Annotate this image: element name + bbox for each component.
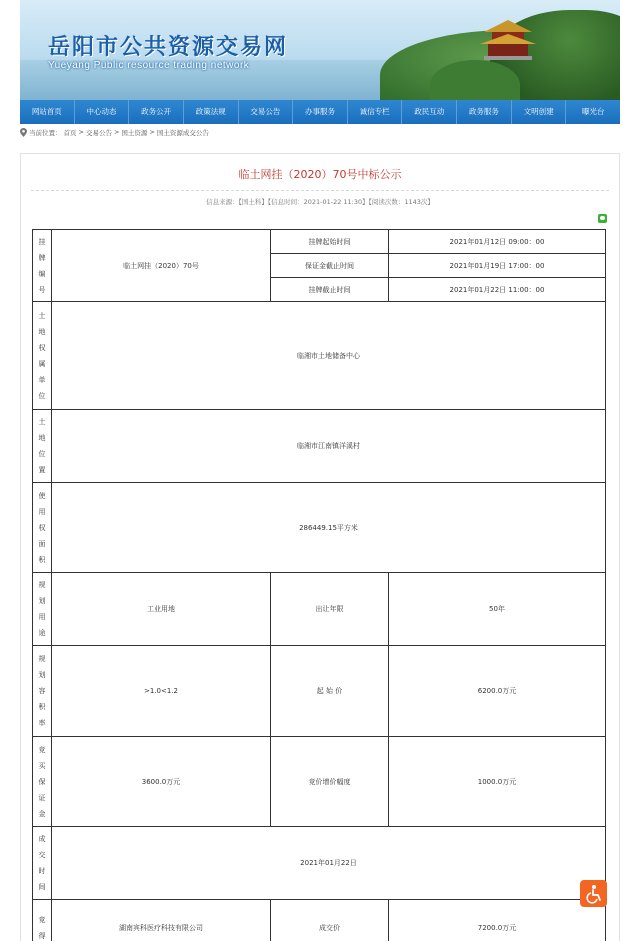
table-row (33, 302, 606, 410)
label-bid-deposit: 竞 买 保 证 金 (33, 737, 52, 827)
lease-term-label: 出让年限 (271, 573, 389, 646)
nav-item-exposure[interactable]: 曝光台 (581, 107, 605, 116)
start-price-label: 起 始 价 (271, 646, 389, 737)
nav-item-news[interactable]: 中心动态 (75, 100, 130, 124)
table-row (33, 646, 606, 737)
deal-price-value: 7200.0万元 (389, 900, 606, 941)
table-row (33, 573, 606, 646)
deposit-deadline-label: 保证金截止时间 (271, 254, 389, 278)
breadcrumb-home[interactable]: 首页 (63, 128, 77, 137)
site-title: 岳阳市公共资源交易网 (48, 35, 289, 60)
lease-term-value: 50年 (389, 573, 606, 646)
deal-time-value: 2021年01月22日 (52, 827, 606, 900)
increment-value: 1000.0万元 (389, 737, 606, 827)
breadcrumb-separator: > (78, 128, 84, 136)
accessibility-button[interactable] (580, 880, 607, 907)
table-row (33, 827, 606, 900)
bid-deposit-value: 3600.0万元 (52, 737, 271, 827)
site-subtitle: Yueyang Public resource trading network (48, 60, 250, 71)
nav-item-home[interactable]: 网站首页 (20, 100, 75, 124)
label-planned-use: 规 划 用 途 (33, 573, 52, 646)
wechat-share-icon[interactable] (598, 214, 607, 223)
label-deal-time: 成 交 时 间 (33, 827, 52, 900)
planned-use-value: 工业用地 (52, 573, 271, 646)
breadcrumb-announcements[interactable]: 交易公告 (85, 128, 112, 137)
label-land-owner: 土 地 权 属 单 位 (33, 302, 52, 410)
breadcrumb (20, 126, 209, 138)
label-winner: 竞 得 (33, 900, 52, 941)
label-use-area: 使 用 权 面 积 (33, 483, 52, 573)
breadcrumb-deal-announcements[interactable]: 国土资源成交公告 (156, 128, 209, 137)
deal-price-label: 成交价 (271, 900, 389, 941)
land-owner-value: 临湘市土地储备中心 (52, 302, 606, 410)
nav-item-announcements[interactable]: 交易公告 (239, 100, 294, 124)
nav-item-services[interactable]: 办事服务 (293, 100, 348, 124)
nav-item-credit[interactable]: 诚信专栏 (348, 100, 403, 124)
listing-end-value: 2021年01月22日 11:00：00 (389, 278, 606, 302)
breadcrumb-separator: > (113, 128, 120, 136)
breadcrumb-separator: > (149, 128, 155, 136)
plot-ratio-value: >1.0<1.2 (52, 646, 271, 737)
nav-item-civilization[interactable]: 文明创建 (512, 100, 567, 124)
label-listing-number: 挂 牌 编 号 (33, 230, 52, 302)
breadcrumb-prefix: 当前位置： (29, 128, 62, 137)
use-area-value: 286449.15平方米 (52, 483, 606, 573)
table-row (33, 483, 606, 573)
main-nav (20, 100, 620, 124)
nav-item-policies[interactable]: 政策法规 (184, 100, 239, 124)
nav-item-interaction[interactable]: 政民互动 (402, 100, 457, 124)
breadcrumb-land-resources[interactable]: 国土资源 (121, 128, 148, 137)
increment-label: 竞价增价幅度 (271, 737, 389, 827)
table-row (33, 230, 606, 254)
title-divider (31, 190, 609, 191)
article-panel (20, 153, 620, 941)
listing-start-value: 2021年01月12日 09:00：00 (389, 230, 606, 254)
winner-value: 湖南宾科医疗科技有限公司 (52, 900, 271, 941)
article-meta: 信息来源：【国土科】【信息时间：2021-01-22 11:30】【阅读次数：1143次】 (206, 198, 434, 206)
wheelchair-icon (584, 884, 604, 904)
pagoda-image (478, 14, 538, 64)
deposit-deadline-value: 2021年01月19日 17:00：00 (389, 254, 606, 278)
table-row (33, 900, 606, 941)
nav-item-gov-services[interactable]: 政务服务 (457, 100, 512, 124)
deal-info-table (32, 229, 606, 941)
nav-item-public-affairs[interactable]: 政务公开 (129, 100, 184, 124)
listing-start-label: 挂牌起始时间 (271, 230, 389, 254)
site-banner (20, 0, 620, 100)
location-pin-icon (20, 128, 27, 137)
start-price-value: 6200.0万元 (389, 646, 606, 737)
label-land-location: 土 地 位 置 (33, 410, 52, 483)
label-plot-ratio: 规 划 容 积 率 (33, 646, 52, 737)
article-title: 临土网挂（2020）70号中标公示 (238, 168, 402, 181)
listing-number-value: 临土网挂（2020）70号 (52, 230, 271, 302)
land-location-value: 临湘市江南镇洋溪村 (52, 410, 606, 483)
table-row (33, 410, 606, 483)
listing-end-label: 挂牌截止时间 (271, 278, 389, 302)
table-row (33, 737, 606, 827)
